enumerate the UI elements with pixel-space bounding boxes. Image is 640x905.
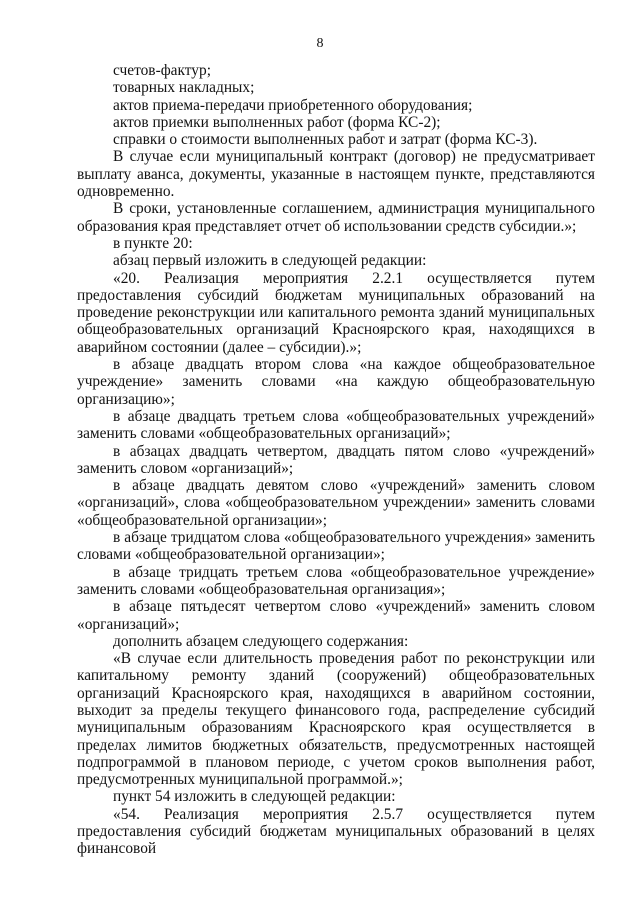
paragraph: в абзаце пятьдесят четвертом слово «учреждений» заменить словом «организаций»;: [77, 598, 595, 633]
paragraph: пункт 54 изложить в следующей редакции:: [113, 788, 396, 806]
paragraph: в пункте 20:: [113, 234, 193, 252]
page-number: 8: [316, 36, 324, 51]
paragraph: «20. Реализация мероприятия 2.2.1 осуществляется путем предоставления субсидий бюджетам муниципальных образований на проведение реконструкции или капитального ремонта зданий муниципальных общеобразовательных организаций Красноярского края, находящихся в аварийном состоянии (далее – субсидии).»;: [77, 269, 595, 356]
paragraph: в абзаце тридцатом слова «общеобразовательного учреждения» заменить словами «общеобразовательной организации»;: [77, 529, 595, 564]
paragraph: в абзаце тридцать третьем слова «общеобразовательное учреждение» заменить словами «общеобразовательная организация»;: [77, 563, 595, 598]
paragraph: актов приемки выполненных работ (форма КС-2);: [113, 113, 441, 131]
paragraph: абзац первый изложить в следующей редакции:: [113, 252, 427, 270]
paragraph: «54. Реализация мероприятия 2.5.7 осуществляется путем предоставления субсидий бюджетам муниципальных образований в целях финансовой: [77, 805, 595, 858]
paragraph: товарных накладных;: [113, 79, 255, 97]
paragraph: в абзаце двадцать девятом слово «учреждений» заменить словом «организаций», слова «общеобразовательном учреждении» заменить словами «общеобразовательной организации»;: [77, 477, 595, 529]
paragraph: актов приема-передачи приобретенного оборудования;: [113, 96, 473, 114]
paragraph: в абзаце двадцать третьем слова «общеобразовательных учреждений» заменить словами «общеобразовательных организаций»;: [77, 407, 595, 443]
paragraph: справки о стоимости выполненных работ и затрат (форма КС-3).: [113, 131, 538, 149]
paragraph: В случае если муниципальный контракт (договор) не предусматривает выплату аванса, документы, указанные в настоящем пункте, представляются одновременно.: [77, 148, 595, 201]
paragraph: в абзаце двадцать втором слова «на каждое общеобразовательное учреждение» заменить словами «на каждую общеобразовательную организацию»;: [77, 356, 595, 408]
paragraph: счетов-фактур;: [113, 62, 211, 79]
paragraph: дополнить абзацем следующего содержания:: [113, 632, 409, 650]
paragraph: «В случае если длительность проведения работ по реконструкции или капитальному ремонту зданий (сооружений) общеобразовательных организаций Красноярского края, находящихся в аварийном состоянии, выходит за пределы текущего финансового года, распределение субсидий муниципальным образованиям Красноярского края осуществляется в пределах лимитов бюджетных обязательств, предусмотренных настоящей подпрограммой в плановом периоде, с учетом сроков выполнения работ, предусмотренных муниципальной программой.»;: [77, 650, 595, 789]
document-body: [77, 62, 595, 858]
paragraph: В сроки, установленные соглашением, администрация муниципального образования края представляет отчет об использовании средств субсидии.»;: [77, 200, 595, 235]
paragraph: в абзацах двадцать четвертом, двадцать пятом слово «учреждений» заменить словом «организаций»;: [77, 442, 595, 477]
